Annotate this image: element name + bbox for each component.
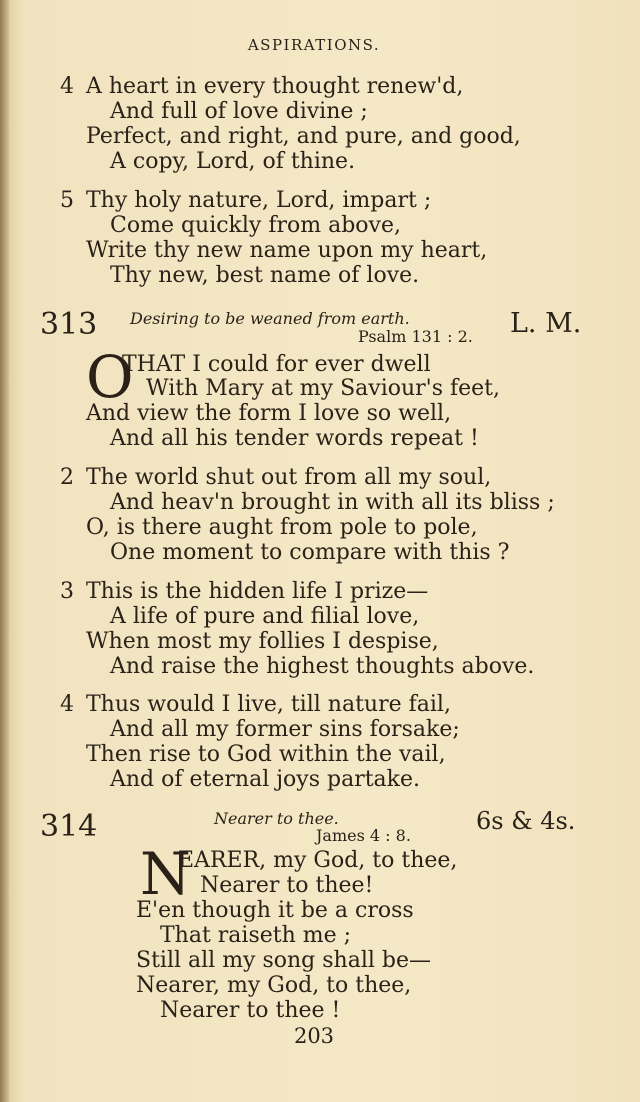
scripture-reference: Psalm 131 : 2.: [358, 327, 473, 346]
page-binding-edge: [0, 0, 10, 1102]
verse-line: And of eternal joys partake.: [110, 767, 421, 792]
hymn-meter: L. M.: [510, 308, 582, 339]
verse-line: Perfect, and right, and pure, and good,: [86, 124, 521, 149]
verse-line: That raiseth me ;: [160, 923, 352, 948]
hymn-meter: 6s & 4s.: [476, 807, 576, 835]
verse-line: THAT I could for ever dwell: [122, 352, 431, 377]
verse-line: Nearer to thee!: [200, 873, 374, 898]
stanza-number: 5: [60, 188, 74, 213]
drop-cap: O: [86, 343, 134, 411]
verse-line: A heart in every thought renew'd,: [86, 74, 464, 99]
verse-line: When most my follies I despise,: [86, 629, 439, 654]
verse-line: The world shut out from all my soul,: [86, 465, 492, 490]
verse-line: And heav'n brought in with all its bliss ;: [110, 490, 555, 515]
verse-line: Nearer to thee !: [160, 998, 341, 1023]
verse-line: Thus would I live, till nature fail,: [86, 692, 451, 717]
verse-line: Nearer, my God, to thee,: [136, 973, 412, 998]
verse-line: Thy holy nature, Lord, impart ;: [86, 188, 432, 213]
drop-cap: N: [140, 840, 191, 908]
verse-line: And raise the highest thoughts above.: [110, 654, 535, 679]
verse-line: And full of love divine ;: [110, 99, 368, 124]
running-header: ASPIRATIONS.: [247, 36, 381, 54]
stanza-number: 3: [60, 579, 74, 604]
stanza-number: 4: [60, 692, 74, 717]
verse-line: A life of pure and filial love,: [110, 604, 420, 629]
verse-line: A copy, Lord, of thine.: [110, 149, 356, 174]
scripture-reference: James 4 : 8.: [316, 826, 411, 845]
stanza-number: 4: [60, 74, 74, 99]
verse-line: One moment to compare with this ?: [110, 540, 510, 565]
verse-line: Write thy new name upon my heart,: [86, 238, 488, 263]
verse-line: And all my former sins forsake;: [110, 717, 460, 742]
verse-line: This is the hidden life I prize—: [86, 579, 429, 604]
verse-line: Still all my song shall be—: [136, 948, 432, 973]
hymn-title: Desiring to be weaned from earth.: [130, 309, 410, 328]
stanza-number: 2: [60, 465, 74, 490]
hymn-number: 314: [40, 809, 98, 844]
page-number: 203: [293, 1024, 335, 1048]
verse-line: E'en though it be a cross: [136, 898, 414, 923]
verse-line: Come quickly from above,: [110, 213, 401, 238]
verse-line: O, is there aught from pole to pole,: [86, 515, 478, 540]
verse-line: EARER, my God, to thee,: [178, 848, 458, 873]
verse-line: Then rise to God within the vail,: [86, 742, 446, 767]
verse-line: Thy new, best name of love.: [110, 263, 420, 288]
verse-line: And view the form I love so well,: [86, 401, 452, 426]
hymn-title: Nearer to thee.: [214, 809, 339, 828]
verse-line: With Mary at my Saviour's feet,: [146, 376, 501, 401]
hymn-number: 313: [40, 307, 98, 342]
verse-line: And all his tender words repeat !: [110, 426, 479, 451]
